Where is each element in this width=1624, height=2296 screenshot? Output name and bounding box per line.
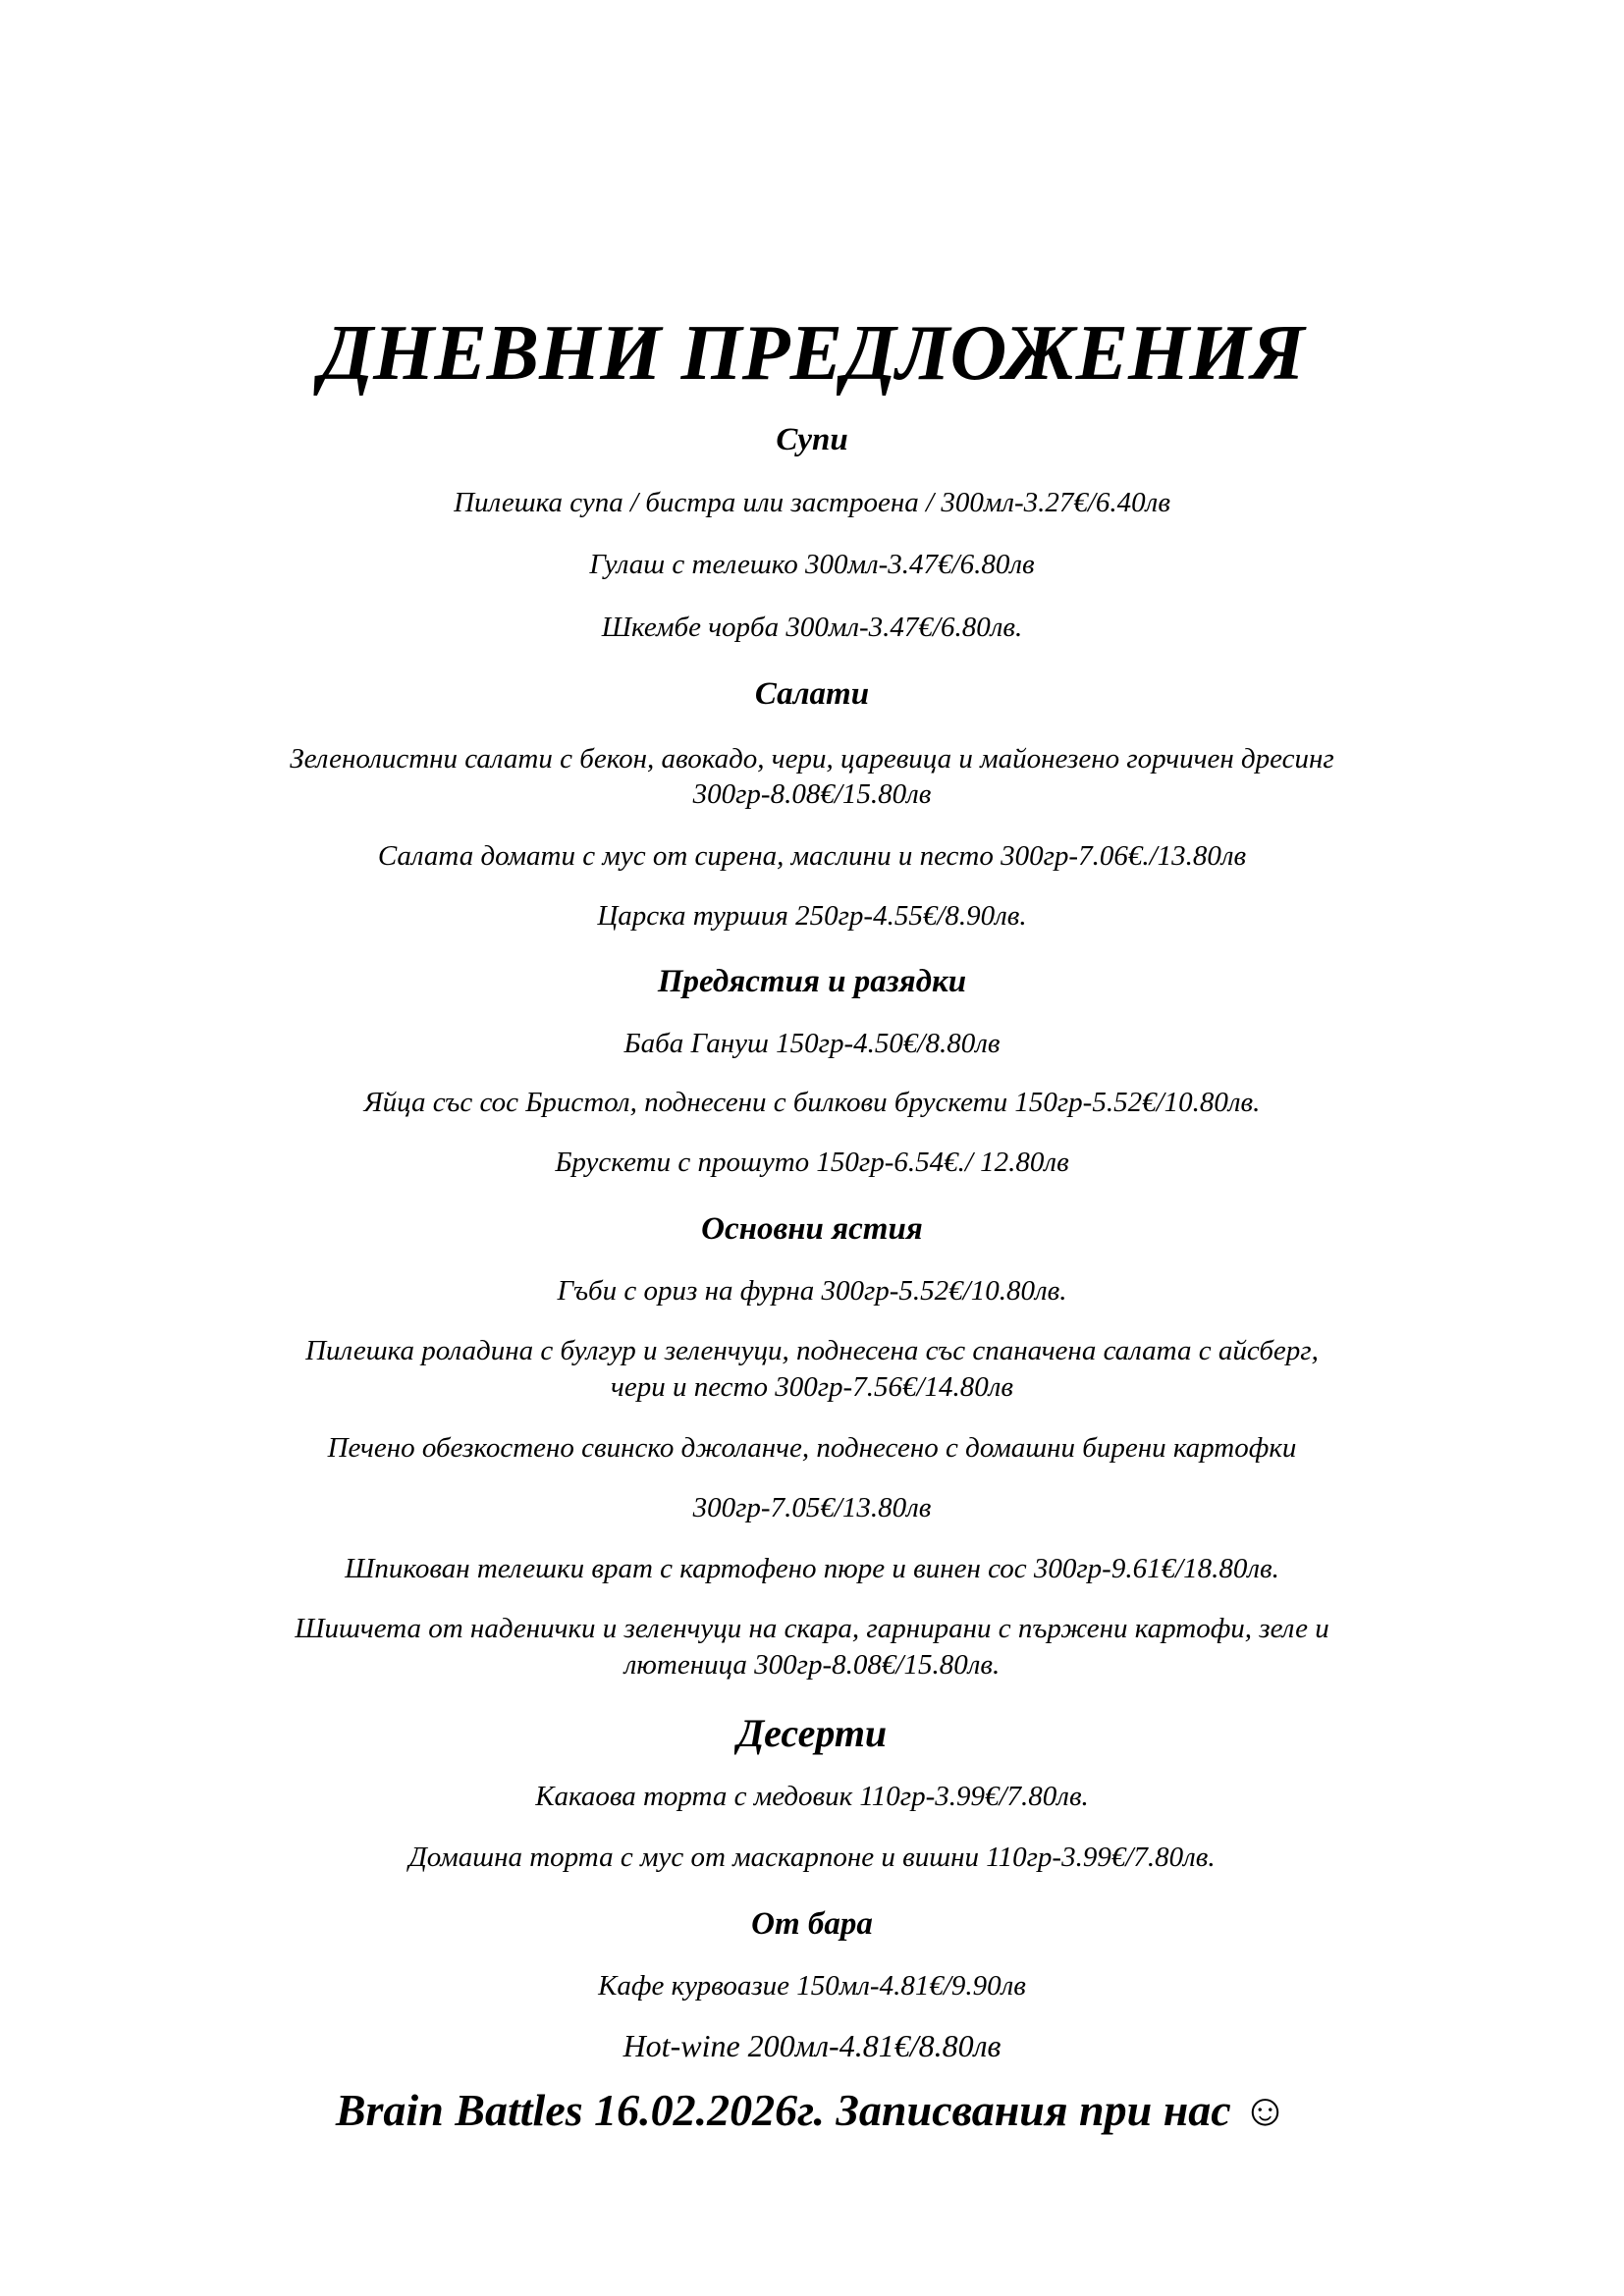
section-heading-salads: Салати — [754, 676, 870, 712]
menu-item-bar-1: Кафе курвоазие 150мл-4.81€/9.90лв — [598, 1970, 1026, 2002]
section-heading-starters: Предястия и разядки — [657, 964, 967, 999]
menu-item-mains-2-line-1: Пилешка роладина с булгур и зеленчуци, поднесена със спаначена салата с айсберг, — [305, 1335, 1319, 1366]
menu-item-mains-3-line-1: Печено обезкостено свинско джоланче, поднесено с домашни бирени картофки — [327, 1432, 1297, 1464]
menu-item-soups-2: Гулаш с телешко 300мл-3.47€/6.80лв — [589, 549, 1035, 580]
menu-item-desserts-2: Домашна торта с мус от маскарпоне и вишни 110гр-3.99€/7.80лв. — [408, 1842, 1216, 1873]
section-heading-bar: От бара — [751, 1906, 873, 1942]
footer-announcement: Brain Battles 16.02.2026г. Записвания при нас ☺ — [335, 2085, 1289, 2135]
section-heading-desserts: Десерти — [736, 1711, 888, 1755]
menu-item-starters-2: Яйца със сос Бристол, поднесени с билкови брускети 150гр-5.52€/10.80лв. — [363, 1087, 1261, 1118]
section-heading-soups: Супи — [776, 422, 848, 457]
menu-item-soups-1: Пилешка супа / бистра или застроена / 300мл-3.27€/6.40лв — [454, 487, 1170, 518]
menu-item-mains-2-line-2: чери и песто 300гр-7.56€/14.80лв — [610, 1371, 1014, 1403]
menu-item-salads-1-line-2: 300гр-8.08€/15.80лв — [692, 778, 932, 810]
menu-item-starters-1: Баба Гануш 150гр-4.50€/8.80лв — [623, 1028, 1001, 1059]
menu-item-mains-3-line-2: 300гр-7.05€/13.80лв — [692, 1492, 932, 1523]
menu-item-mains-4: Шпикован телешки врат с картофено пюре и винен сос 300гр-9.61€/18.80лв. — [345, 1553, 1279, 1584]
menu-item-soups-3: Шкембе чорба 300мл-3.47€/6.80лв. — [601, 612, 1023, 643]
menu-item-mains-1: Гъби с ориз на фурна 300гр-5.52€/10.80лв. — [557, 1275, 1067, 1307]
menu-item-salads-2: Салата домати с мус от сирена, маслини и песто 300гр-7.06€./13.80лв — [377, 840, 1247, 872]
menu-item-bar-2: Hot-wine 200мл-4.81€/8.80лв — [623, 2028, 1001, 2063]
menu-item-starters-3: Брускети с прошуто 150гр-6.54€./ 12.80лв — [555, 1147, 1069, 1178]
menu-item-salads-1-line-1: Зеленолистни салати с бекон, авокадо, чери, царевица и майонезено горчичен дресинг — [290, 743, 1334, 774]
menu-item-desserts-1: Какаова торта с медовик 110гр-3.99€/7.80лв. — [535, 1781, 1089, 1812]
page-title: ДНЕВНИ ПРЕДЛОЖЕНИЯ — [319, 310, 1305, 397]
menu-item-mains-5-line-2: лютеница 300гр-8.08€/15.80лв. — [623, 1649, 1001, 1681]
menu-item-salads-3: Царска туршия 250гр-4.55€/8.90лв. — [597, 900, 1027, 932]
menu-item-mains-5-line-1: Шишчета от наденички и зеленчуци на скара, гарнирани с пържени картофи, зеле и — [295, 1613, 1329, 1644]
section-heading-mains: Основни ястия — [701, 1211, 923, 1247]
